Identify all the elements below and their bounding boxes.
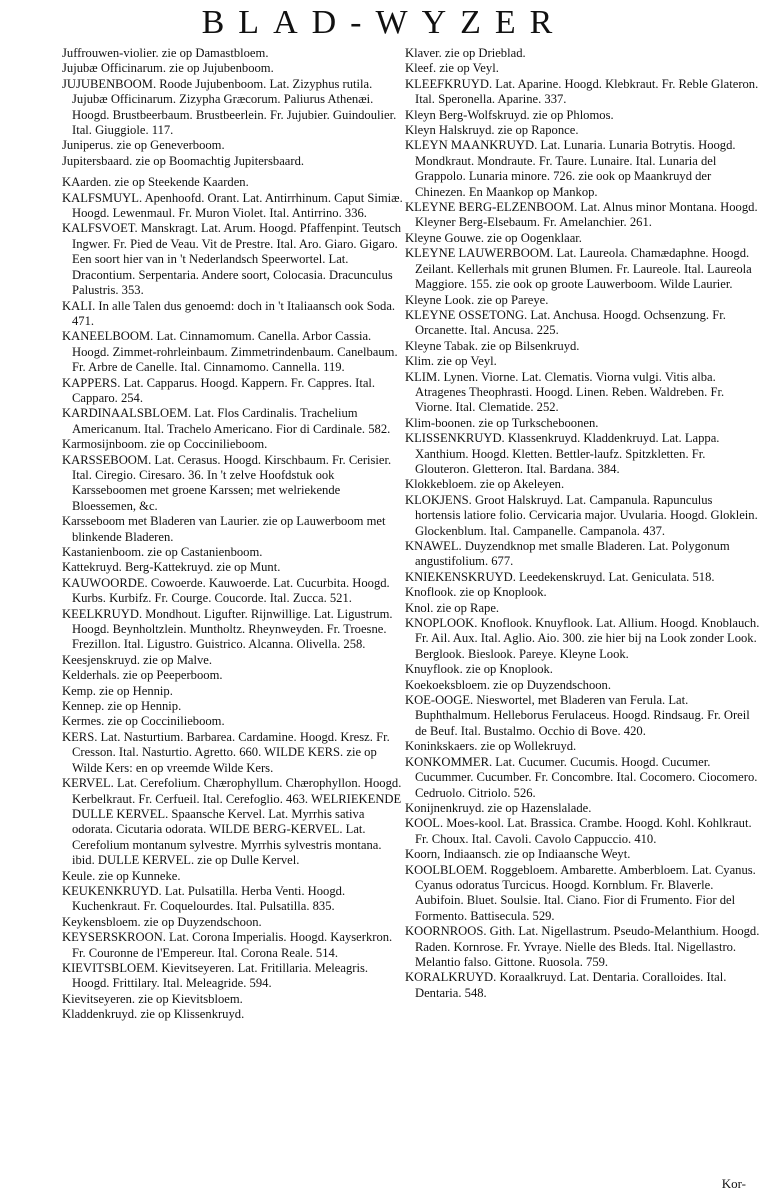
index-entry: Knuyflook. zie op Knoplook. (405, 662, 553, 677)
index-entry: Keesjenskruyd. zie op Malve. (62, 652, 213, 667)
index-entry: Knol. zie op Rape. (405, 600, 500, 615)
index-entry: Kievitseyeren. zie op Kievitsbloem. (62, 991, 243, 1006)
index-entry: Kleyne Tabak. zie op Bilsenkruyd. (405, 338, 580, 353)
index-entry: KLEYN MAANKRUYD. Lat. Lunaria. Lunaria Botrytis. Hoogd. Mondkraut. Mondraute. Fr. Taure. Lunaire. Ital. Lunaria del Grappolo. Lunaria minore. 726. zie ook op Maankruyd der Chinezen. En Maankop op Mankop. (405, 138, 736, 199)
index-entry: Jupitersbaard. zie op Boomachtig Jupitersbaard. (62, 153, 305, 168)
index-entry: Kladdenkruyd. zie op Klissenkruyd. (62, 1007, 245, 1022)
index-entry: KANEELBOOM. Lat. Cinnamomum. Canella. Arbor Cassia. Hoogd. Zimmet-rohrleinbaum. Zimmetrindenbaum. Canelbaum. Fr. Arbre de Canelle. Ital. Cinnamomo. Cannella. 119. (62, 329, 398, 375)
index-entry: Kemp. zie op Hennip. (62, 683, 173, 698)
index-entry: KOOL. Moes-kool. Lat. Brassica. Crambe. Hoogd. Kohl. Kohlkraut. Fr. Choux. Ital. Cavoli. Cavolo Cappuccio. 410. (405, 816, 752, 846)
index-entry: Kleyne Look. zie op Pareye. (405, 292, 549, 307)
index-entry: Knoflook. zie op Knoplook. (405, 585, 547, 600)
index-entry: KEELKRUYD. Mondhout. Ligufter. Rijnwillige. Lat. Ligustrum. Hoogd. Beynholtzlein. Muntholtz. Rheynweyden. Fr. Troesne. Frezillon. Ital. Ligustro. Guistrico. Alcanna. Olivella. 258. (62, 606, 393, 652)
index-entry: Kelderhals. zie op Peeperboom. (62, 668, 223, 683)
index-entry: KONKOMMER. Lat. Cucumer. Cucumis. Hoogd. Cucumer. Cucummer. Cucumber. Fr. Concombre. Ital. Cocomero. Ciocomero. Cedruolo. Citriolo. 526. (405, 754, 758, 800)
index-entry: KARSSEBOOM. Lat. Cerasus. Hoogd. Kirschbaum. Fr. Cerisier. Ital. Ciregio. Ciresaro. 36. In 't zelve Hoofdstuk ook Karsseboomen met groene Karssen; met welriekende Bloessemen, &c. (62, 452, 392, 513)
index-entry: KLIM. Lynen. Viorne. Lat. Clematis. Viorna vulgi. Vitis alba. Atragenes Theophrasti. Hoogd. Linen. Reben. Waldreben. Fr. Viorne. Ital. Clematide. 252. (405, 369, 725, 415)
index-entry: Klim. zie op Veyl. (405, 354, 497, 369)
index-entry: KALI. In alle Talen dus genoemd: doch in 't Italiaansch ook Soda. 471. (62, 298, 396, 328)
index-entry: KLEYNE BERG-ELZENBOOM. Lat. Alnus minor Montana. Hoogd. Kleyner Berg-Elsebaum. Fr. Amelanchier. 261. (405, 200, 758, 230)
index-entry: Konijnenkruyd. zie op Hazenslalade. (405, 800, 592, 815)
page-title: BLAD-WYZER (201, 4, 567, 41)
index-entry: Klokkebloem. zie op Akeleyen. (405, 477, 565, 492)
index-entry: KERS. Lat. Nasturtium. Barbarea. Cardamine. Hoogd. Kresz. Fr. Cresson. Ital. Nasturtio. Agretto. 660. WILDE KERS. zie op Wilde Kers: en op vreemde Wilde Kers. (62, 729, 390, 775)
index-entry: KEUKENKRUYD. Lat. Pulsatilla. Herba Venti. Hoogd. Kuchenkraut. Fr. Coquelourdes. Ital. Pulsatilla. 835. (62, 883, 346, 914)
index-entry: KIEVITSBLOEM. Kievitseyeren. Lat. Fritillaria. Meleagris. Hoogd. Frittilary. Ital. Meleagride. 594. (62, 960, 369, 991)
index-entry: KORALKRUYD. Koraalkruyd. Lat. Dentaria. Coralloides. Ital. Dentaria. 548. (405, 970, 727, 1000)
index-entry: Kermes. zie op Coccinilieboom. (62, 714, 225, 729)
index-entry: KLOKJENS. Groot Halskruyd. Lat. Campanula. Rapunculus hortensis latiore folio. Cervicaria major. Uvularia. Hoogd. Gloklein. Glockenblum. Ital. Campanelle. Campanola. 437. (405, 492, 758, 538)
index-entry: KOE-OOGE. Nieswortel, met Bladeren van Ferula. Lat. Buphthalmum. Helleborus Ferulaceus. Hoogd. Rindsaug. Fr. Oreil de Beuf. Ital. Bustalmo. Occhio di Bove. 420. (405, 693, 750, 738)
index-entry: KALFSMUYL. Apenhoofd. Orant. Lat. Antirrhinum. Caput Simiæ. Hoogd. Lewenmaul. Fr. Muron Violet. Ital. Antirrino. 336. (62, 190, 403, 221)
index-entry: Keykensbloem. zie op Duyzendschoon. (62, 914, 262, 929)
left-column (62, 46, 407, 1023)
index-entry: Kattekruyd. Berg-Kattekruyd. zie op Munt. (62, 560, 281, 575)
index-entry: KERVEL. Lat. Cerefolium. Chærophyllum. Chærophyllon. Hoogd. Kerbelkraut. Fr. Cerfueil. Ital. Cerefoglio. 463. WELRIEKENDE DULLE KERVEL. Spaansche Kervel. Lat. Myrrhis sativa odorata. Cicutaria odorata. WILDE BERG-KERVEL. Lat. Cerefolium montanum sylvestre. Myrrhis sylvestris montana. ibid. DULLE KERVEL. zie op Dulle Kervel. (62, 776, 402, 868)
index-entry: Kennep. zie op Hennip. (62, 699, 182, 714)
index-entry: KLEEFKRUYD. Lat. Aparine. Hoogd. Klebkraut. Fr. Reble Glateron. Ital. Speronella. Aparine. 337. (405, 76, 759, 107)
index-entry: KOOLBLOEM. Roggebloem. Ambarette. Amberbloem. Lat. Cyanus. Cyanus odoratus Turcicus. Hoogd. Kornblum. Fr. Blaverle. Aubifoin. Bluet. Soulsie. Ital. Ciano. Fior di Frumento. Fior del Formento. Battisecula. 529. (405, 862, 756, 923)
index-entry: KLEYNE OSSETONG. Lat. Anchusa. Hoogd. Ochsenzung. Fr. Orcanette. Ital. Ancusa. 225. (405, 307, 726, 338)
index-entry: KAUWOORDE. Cowoerde. Kauwoerde. Lat. Cucurbita. Hoogd. Kurbs. Kurbifz. Fr. Courge. Coucorde. Ital. Zucca. 521. (62, 575, 390, 606)
index-entry: KNOPLOOK. Knoflook. Knuyflook. Lat. Allium. Hoogd. Knoblauch. Fr. Ail. Aux. Ital. Aglio. Aio. 300. zie hier bij na Look zonder Look. Berglook. Bieslook. Pareye. Kleyne Look. (405, 616, 760, 661)
index-entry: Koekoeksbloem. zie op Duyzendschoon. (405, 677, 611, 692)
index-entry: Juffrouwen-violier. zie op Damastbloem. (62, 46, 269, 60)
index-entry: KAPPERS. Lat. Capparus. Hoogd. Kappern. Fr. Cappres. Ital. Capparo. 254. (62, 375, 376, 405)
index-entry: JUJUBENBOOM. Roode Jujubenboom. Lat. Zizyphus rutila. Jujubæ Officinarum. Zizypha Græcorum. Paliurus Athenæi. Hoogd. Brustbeerbaum. Brustbeerlein. Fr. Jujubier. Guindoulier. Ital. Giuggiole. 117. (62, 76, 397, 138)
index-entry: Karsseboom met Bladeren van Laurier. zie op Lauwerboom met blinkende Bladeren. (62, 514, 386, 544)
index-entry: Kleyne Gouwe. zie op Oogenklaar. (405, 230, 582, 245)
index-entry: Kleyn Berg-Wolfskruyd. zie op Phlomos. (405, 107, 614, 122)
index-entry: KNAWEL. Duyzendknop met smalle Bladeren. Lat. Polygonum angustifolium. 677. (405, 539, 730, 569)
index-entry: KOORNROOS. Gith. Lat. Nigellastrum. Pseudo-Melanthium. Hoogd. Raden. Kornrose. Fr. Yvraye. Nielle des Bleds. Ital. Nigellastro. Melantio falso. Gittone. Ruosola. 759. (405, 924, 760, 969)
index-entry: KARDINAALSBLOEM. Lat. Flos Cardinalis. Trachelium Americanum. Ital. Trachelo Americano. Fior di Cardinale. 582. (62, 406, 391, 436)
index-entry: Koorn, Indiaansch. zie op Indiaansche Weyt. (405, 847, 631, 862)
index-entry: KEYSERSKROON. Lat. Corona Imperialis. Hoogd. Kayserkron. Fr. Couronne de l'Empereur. Ital. Corona Reale. 514. (62, 930, 393, 960)
index-entry: KLISSENKRUYD. Klassenkruyd. Kladdenkruyd. Lat. Lappa. Xanthium. Hoogd. Kletten. Bettler-laufz. Spitzkletten. Fr. Glouteron. Gletteron. Ital. Bardana. 384. (405, 431, 720, 476)
index-entry: Kleef. zie op Veyl. (405, 61, 499, 76)
index-entry: Koninkskaers. zie op Wollekruyd. (405, 739, 577, 754)
index-entry: Kastanienboom. zie op Castanienboom. (62, 545, 263, 559)
index-entry: Klim-boonen. zie op Turkscheboonen. (405, 415, 599, 430)
index-entry: KALFSVOET. Manskragt. Lat. Arum. Hoogd. Pfaffenpint. Teutsch Ingwer. Fr. Pied de Veau. Vit de Prestre. Ital. Aro. Giaro. Gigaro. Een soort hier van in 't Nederlandsch Speerwortel. Lat. Dracontium. Serpentaria. Andere soort, Colocasia. Dracunculus Palustris. 353. (62, 221, 402, 298)
right-column (405, 46, 760, 1001)
index-entry: Karmosijnboom. zie op Coccinilieboom. (62, 437, 268, 452)
index-entry: Keule. zie op Kunneke. (62, 868, 181, 883)
index-entry: KAarden. zie op Steekende Kaarden. (62, 175, 249, 190)
catchword: Kor- (721, 1176, 746, 1191)
index-entry: Kleyn Halskruyd. zie op Raponce. (405, 123, 579, 138)
index-entry: KNIEKENSKRUYD. Leedekenskruyd. Lat. Geniculata. 518. (405, 569, 715, 584)
index-entry: Juniperus. zie op Geneverboom. (62, 138, 225, 153)
index-entry: KLEYNE LAUWERBOOM. Lat. Laureola. Chamædaphne. Hoogd. Zeilant. Kellerhals mit grunen Blumen. Fr. Laureole. Ital. Laureola Maggiore. 155. zie ook op groote Lauwerboom. Wilde Laurier. (405, 246, 752, 292)
index-entry: Jujubæ Officinarum. zie op Jujubenboom. (62, 61, 274, 76)
index-entry: Klaver. zie op Drieblad. (405, 46, 526, 60)
